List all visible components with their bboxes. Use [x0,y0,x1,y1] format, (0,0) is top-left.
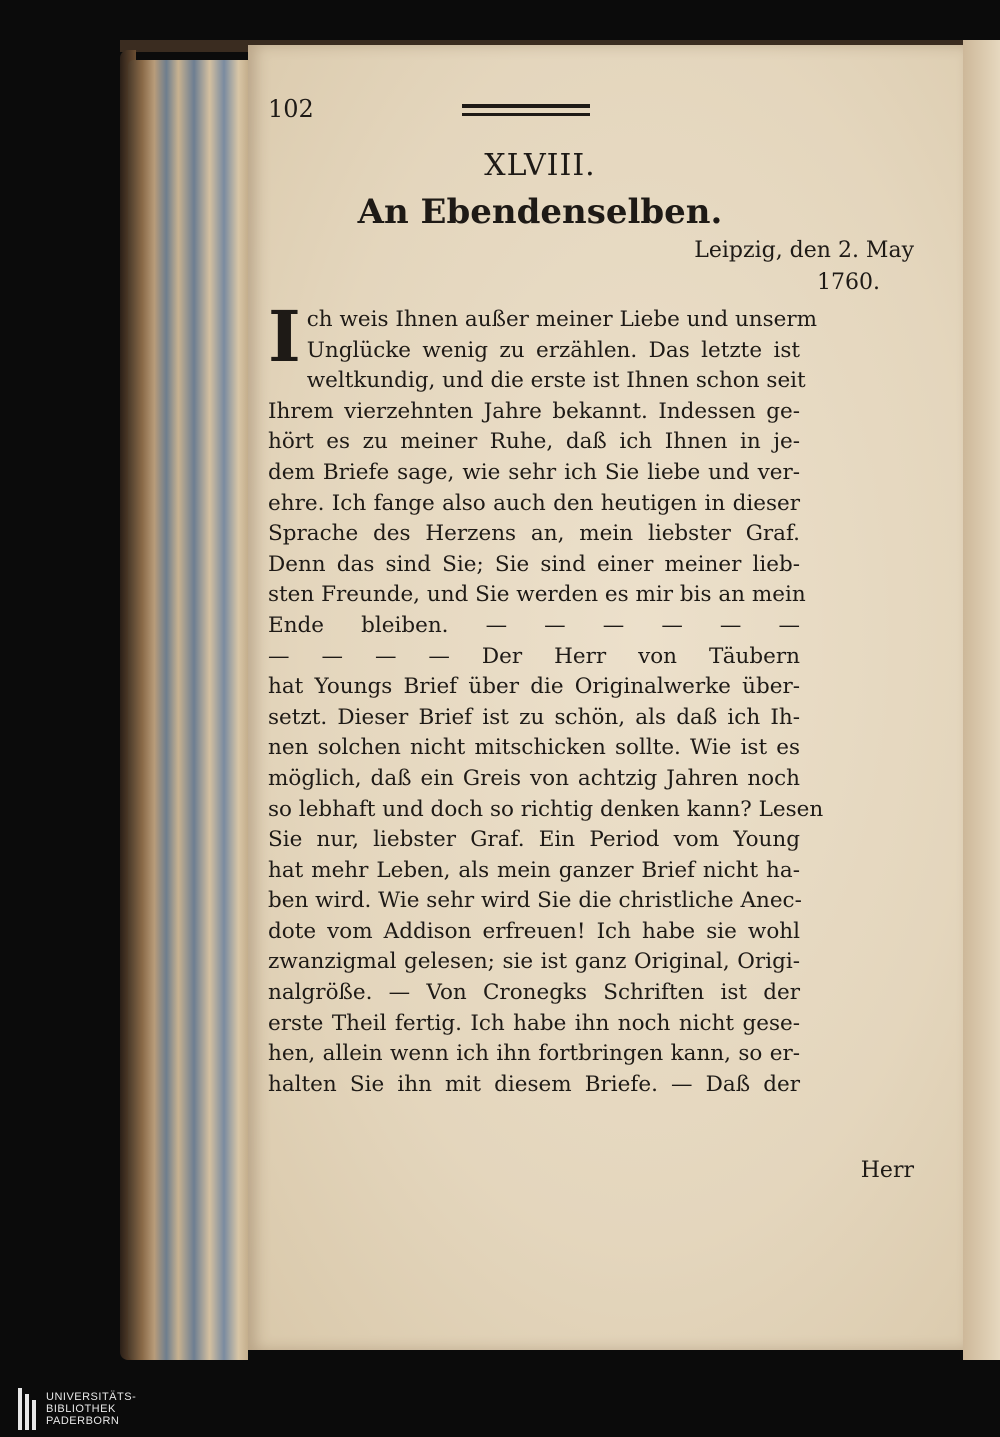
text-line: hat Youngs Brief über die Originalwerke über- [268,674,800,700]
letter-year: 1760. [817,270,880,295]
text-line: Sprache des Herzens an, mein liebster Graf. [268,521,800,547]
text-line: dote vom Addison erfreuen! Ich habe sie wohl [268,918,800,944]
text-line: ben wird. Wie sehr wird Sie die christliche Anec- [268,888,802,914]
place-date: Leipzig, den 2. May [694,238,914,263]
page-number: 102 [268,95,314,123]
text-line: halten Sie ihn mit diesem Briefe. — Daß der [268,1071,800,1097]
text-line: sten Freunde, und Sie werden es mir bis an mein [268,582,806,608]
logo-line: BIBLIOTHEK [46,1403,116,1415]
library-logo-text [46,1391,136,1427]
text-line: setzt. Dieser Brief ist zu schön, als daß ich Ih- [268,704,800,730]
text-line: so lebhaft und doch so richtig denken kann? Lesen [268,796,824,822]
text-line: erste Theil fertig. Ich habe ihn noch nicht gese- [268,1010,800,1036]
logo-line: PADERBORN [46,1415,120,1427]
text-line: möglich, daß ein Greis von achtzig Jahren noch [268,765,800,791]
logo-line: UNIVERSITÄTS- [46,1391,137,1403]
text-line: nen solchen nicht mitschicken sollte. Wie ist es [268,735,800,761]
letter-title: An Ebendenselben. [357,192,723,232]
facing-page-edge [963,40,1000,1360]
text-line: Denn das sind Sie; Sie sind einer meiner lieb- [268,551,800,577]
text-line: — — — — Der Herr von Täubern [268,643,800,669]
text-line: hört es zu meiner Ruhe, daß ich Ihnen in je- [268,429,800,455]
text-line: Ihrem vierzehnten Jahre bekannt. Indessen ge- [268,398,800,424]
text-line: ch weis Ihnen außer meiner Liebe und unserm [306,307,818,332]
body-text [268,295,824,1100]
text-line: hen, allein wenn ich ihn fortbringen kann, so er- [268,1041,800,1067]
text-line: Ende bleiben. — — — — — — [268,612,800,638]
page-edges [128,60,248,1360]
chapter-heading: XLVIII. [484,148,596,183]
text-line: hat mehr Leben, als mein ganzer Brief nicht ha- [268,857,800,883]
text-line: Unglücke wenig zu erzählen. Das letzte ist [306,337,800,363]
text-line: dem Briefe sage, wie sehr ich Sie liebe und ver- [268,459,800,485]
text-line: zwanzigmal gelesen; sie ist ganz Original, Origi- [268,949,800,975]
text-line: Sie nur, liebster Graf. Ein Period vom Young [268,827,800,853]
library-logo [18,1388,136,1430]
text-line: weltkundig, und die erste ist Ihnen schon seit [306,368,806,394]
drop-cap: I [268,295,301,378]
library-logo-icon [18,1388,36,1430]
catchword: Herr [860,1158,914,1183]
header-rule [462,104,590,116]
text-line: nalgröße. — Von Cronegks Schriften ist der [268,980,800,1006]
text-line: ehre. Ich fange also auch den heutigen in dieser [268,490,800,516]
